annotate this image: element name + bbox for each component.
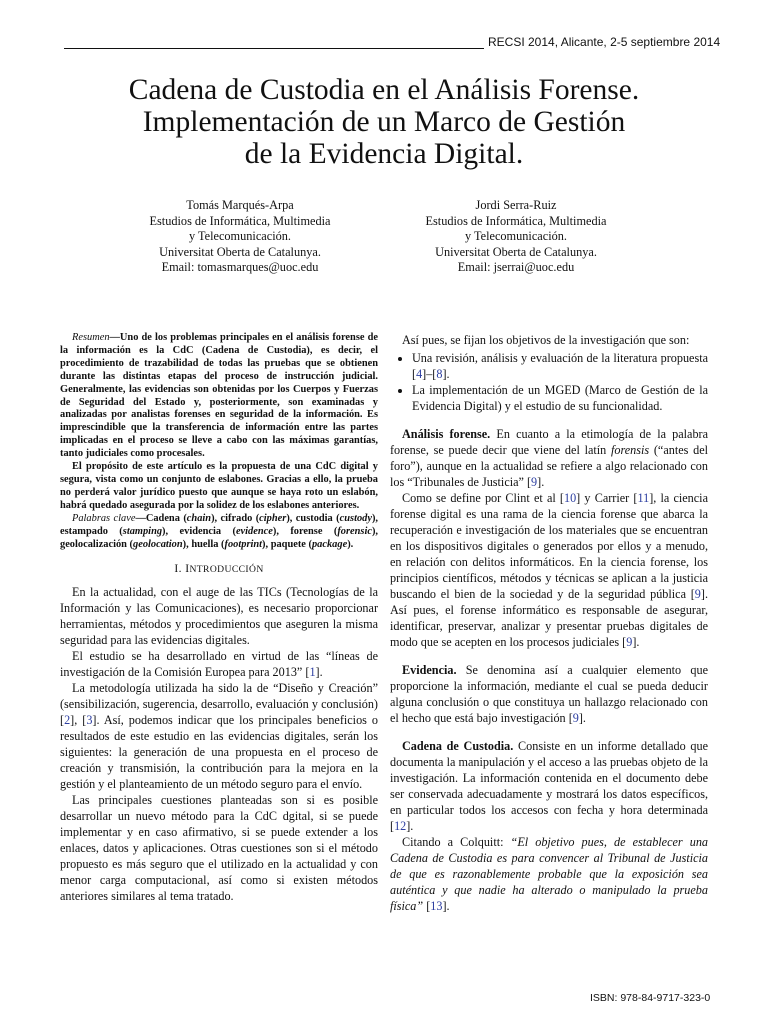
intro-paragraph-1: En la actualidad, con el auge de las TICs (Tecnologías de la Información y las Comunicaciones), es necesario proporcionar herramientas, métodos y procedimientos que aseguren la misma seguridad para las evidencias digitales.	[60, 585, 378, 648]
objectives-list	[390, 350, 708, 414]
paper-title	[64, 74, 704, 170]
abstract-paragraph-1: Resumen—Uno de los problemas principales en el análisis forense de la información es la CdC (Cadena de Custodia), es decir, el procedimiento de trazabilidad de todas las pruebas que se obtienen durante las distintas etapas del proceso de instrucción judicial. Generalmente, las evidencias son obtenidas por los Cuerpos y Fuerzas de Seguridad del Estado y, posteriormente, son examinadas y analizadas por analistas forenses en seguridad de la información. Es imprescindible que la transferencia de información entre las partes implicadas en el proceso se lleve a cabo con las máximas garantías, tanto judiciales como procesales.	[60, 332, 378, 460]
paragraph-clint-carrier: Como se define por Clint et al [10] y Carrier [11], la ciencia forense digital es una rama de la ciencia forense que abarca la recuperación e investigación de los materiales que se encuentran en los dispositivos digitales o generados por ellos y a menudo, en relación con delitos informáticos. En la ciencia forense, los principios científicos, métodos y técnicas se aplican a la justicia buscando el bien de la sociedad y de la seguridad pública [9]. Así pues, el forense informático es responsable de asegurar, identificar, preservar, analizar y presentar pruebas digitales de modo que se acepten en los procesos judiciales [9].	[390, 491, 708, 649]
title-line-2: Implementación de un Marco de Gestión	[142, 106, 626, 138]
author-dept: y Telecomunicación.	[188, 229, 292, 244]
citation-link[interactable]: 10	[563, 491, 577, 505]
keyword: huella (	[191, 538, 225, 550]
citation-link[interactable]: 3	[86, 713, 93, 728]
keyword-english: stamping	[122, 525, 163, 537]
keyword-english: geolocation	[133, 538, 183, 550]
left-column	[60, 332, 378, 904]
citation-link[interactable]: 2	[64, 713, 71, 728]
title-line-3: de la Evidencia Digital.	[244, 138, 524, 170]
keyword: forense (	[290, 525, 338, 537]
keyword: custodia (	[295, 512, 340, 524]
citation-link[interactable]: 1	[309, 665, 316, 680]
author-block-1	[90, 198, 390, 276]
paragraph-heading: Evidencia.	[402, 663, 457, 677]
intro-paragraph-4: Las principales cuestiones planteadas son si es posible desarrollar un nuevo método para la CdC dgital, si se puede implementar y en caso afirmativo, si se puede extender a los enlaces, datos y aplicaciones. Otras cuestiones son si el método propuesto es más seguro que el utilizado en la actualidad y con menor carga computacional, así como si existen métodos anteriores similares al tema tratado.	[60, 793, 378, 904]
keywords: Palabras clave—Cadena (chain), cifrado (cipher), custodia (custody), estampado (stamping), evidencia (evidence), forense (forensic), geolocalización (geolocation), huella (footprint), paquete (package).	[60, 512, 379, 550]
keyword-english: cipher	[259, 512, 287, 524]
keyword: evidencia (	[179, 525, 236, 537]
citation-link[interactable]: 11	[637, 491, 650, 505]
citation-link[interactable]: 9	[694, 587, 701, 601]
keyword-english: evidence	[235, 525, 273, 537]
isbn-footer: ISBN: 978-84-9717-323-0	[590, 992, 711, 1004]
paragraph-heading: Análisis forense.	[402, 427, 491, 441]
intro-paragraph-3: La metodología utilizada ha sido la de “Diseño y Creación” (sensibilización, sugerencia, desarrollo, evaluación y conclusión) [2], [3]. Así, podemos indicar que los principales beneficios o resultados de este estudio en las evidencias digitales, serán los siguientes: la generación de una propuesta en el proceso de creación y transmisión, la contribución para la mejora en la gestión y el planteamiento de un método seguro para el envío.	[60, 681, 378, 792]
keywords-list: Cadena (chain), cifrado (cipher), custodia (custody), estampado (stamping), evidencia (evidence), forense (forensic), geolocalización (geolocation), huella (footprint), paquete (package).	[60, 512, 379, 550]
right-column	[390, 332, 708, 914]
citation-link[interactable]: 9	[572, 711, 579, 725]
author-dept: Estudios de Informática, Multimedia	[149, 213, 331, 228]
keywords-label: Palabras clave	[72, 512, 136, 524]
keyword: geolocalización (	[60, 538, 134, 550]
citation-link[interactable]: 9	[626, 635, 633, 649]
author-university: Universitat Oberta de Catalunya.	[159, 244, 321, 259]
keyword-english: forensic	[337, 525, 372, 537]
paragraph-heading: Cadena de Custodia.	[402, 739, 514, 753]
citation-link[interactable]: 8	[436, 367, 443, 381]
author-email: Email: jserrai@uoc.edu	[457, 260, 575, 275]
intro-paragraph-2: El estudio se ha desarrollado en virtud de las “líneas de investigación de la Comisión Europea para 2013” [1].	[60, 649, 378, 680]
conference-header: RECSI 2014, Alicante, 2-5 septiembre 2014	[488, 35, 721, 49]
author-name: Tomás Marqués-Arpa	[186, 198, 294, 212]
abstract-label: Resumen	[72, 332, 110, 343]
paragraph-analisis-forense: Análisis forense. En cuanto a la etimología de la palabra forense, se puede decir que viene del latín forensis (“antes del foro”), aunque en la actualidad se refiere a algo relacionado con los “Tribunales de Justicia” [9].	[390, 427, 709, 489]
keyword: Cadena (	[145, 512, 187, 524]
keyword-english: package	[311, 538, 348, 550]
title-line-1: Cadena de Custodia en el Análisis Forense.	[128, 74, 640, 106]
keyword-english: custody	[339, 512, 372, 524]
keyword: estampado (	[60, 525, 123, 537]
author-name: Jordi Serra-Ruiz	[475, 198, 557, 212]
abstract	[60, 332, 378, 551]
section-heading-introduction: I. INTRODUCCIÓN	[174, 562, 264, 576]
citation-link[interactable]: 12	[394, 819, 407, 833]
quote: “El objetivo pues, de establecer una Cadena de Custodia es para convencer al Tribunal de Justicia de que es razonablemente probable que la exposición sea auténtica y que nadie ha alterado o manipulado la prueba física”	[390, 835, 709, 913]
author-dept: y Telecomunicación.	[464, 229, 568, 244]
author-block-2	[366, 198, 666, 276]
paragraph-colquitt: Citando a Colquitt: “El objetivo pues, de establecer una Cadena de Custodia es para convencer al Tribunal de Justicia de que es razonablemente probable que la exposición sea auténtica y que nadie ha alterado o manipulado la prueba física” [13].	[390, 835, 709, 913]
paragraph-evidencia: Evidencia. Se denomina así a cualquier elemento que proporcione la información, mediante el cual se pueda deducir alguna conclusión o que constituya un hallazgo relacionado con el hecho que está bajo investigación [9].	[390, 663, 708, 725]
author-university: Universitat Oberta de Catalunya.	[435, 244, 597, 259]
citation-link[interactable]: 4	[416, 367, 423, 381]
keyword: paquete (	[270, 538, 312, 550]
abstract-paragraph-2: El propósito de este artículo es la propuesta de una CdC digital y segura, vista como un conjunto de eslabones. Gracias a ello, la prueba no perderá valor jurídico puesto que aunque se haya roto un eslabón, habrá quedado asegurada por la solidez de los eslabones anteriores.	[60, 461, 378, 511]
header-rule	[64, 48, 484, 49]
keyword: cifrado (	[220, 512, 260, 524]
author-email: Email: tomasmarques@uoc.edu	[161, 260, 319, 275]
citation-link[interactable]: 9	[531, 475, 538, 489]
objectives-intro: Así pues, se fijan los objetivos de la investigación que son:	[402, 333, 690, 347]
author-dept: Estudios de Informática, Multimedia	[425, 213, 607, 228]
citation-link[interactable]: 13	[430, 899, 443, 913]
list-item: • Una revisión, análisis y evaluación de la literatura propuesta [4]–[8].	[412, 350, 708, 382]
keyword-english: chain	[186, 512, 212, 524]
keyword-english: footprint	[224, 538, 263, 550]
paragraph-cadena-custodia: Cadena de Custodia. Consiste en un informe detallado que documenta la manipulación y el acceso a las pruebas objeto de la investigación. La información contenida en el documento debe ser conservada adecuadamente y mostrará los datos específicos, en particular todos los accesos con fecha y hora determinada [12].	[390, 739, 708, 833]
list-item: • La implementación de un MGED (Marco de Gestión de la Evidencia Digital) y el estudio de su funcionalidad.	[412, 382, 708, 414]
